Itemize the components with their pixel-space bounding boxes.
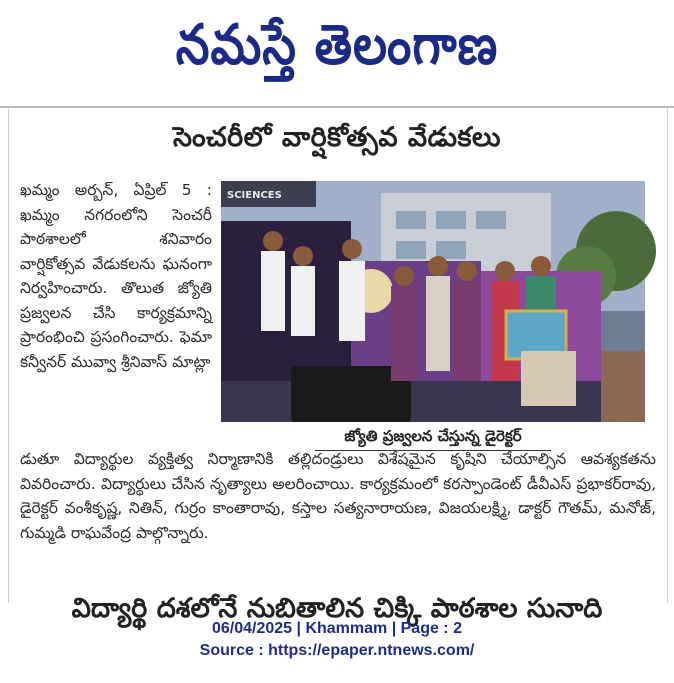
- article-paragraph-full: డుతూ విద్యార్థుల వ్యక్తిత్వ నిర్మాణానికి తల్లిదండ్రులు విశేషమైన కృషిని చేయాల్సిన ఆవశ్యకతను వివరించారు. విద్యార్థులు చేసిన నృత్యాలు అలరించాయి. కార్యక్రమంలో కరస్పాండెంట్ డీవీఎస్ ప్రభాకర్‌రావు, డైరెక్టర్ వంశీకృష్ణ, నితిన్, గుర్రం కాంతారావు, కస్తాల సత్యనారాయణ, విజయలక్ష్మి, డాక్టర్ గౌతమ్, మనోజ్, గుమ్మడి రాఘవేంద్ర పాల్గొన్నారు.: [20, 450, 656, 542]
- next-article-headline: విద్యార్థి దశలోనే నుబితాలిన చిక్కి పాఠశాల సునాది: [71, 593, 603, 624]
- source-footer: [0, 618, 674, 662]
- photo-banner-text: SCIENCES: [227, 190, 282, 201]
- article-body-column: [20, 178, 212, 374]
- article-headline: సెంచరీలో వార్షికోత్సవ వేడుకలు: [172, 122, 502, 153]
- masthead: [0, 0, 674, 104]
- article-photo: [221, 181, 645, 422]
- article-paragraph-column: ఖమ్మం అర్బన్, ఏప్రిల్ 5 : ఖమ్మం నగరంలోని సెంచరీ పాఠశాలలో శనివారం వార్షికోత్సవ వేడుకలను ఘనంగా నిర్వహించారు. తొలుత జ్యోతి ప్రజ్వలన చేసి కార్యక్రమాన్ని ప్రారంభించి ప్రసంగించారు. ఫెమా కన్వీనర్ మువ్వా శ్రీనివాస్ మాట్లా: [20, 181, 212, 371]
- newspaper-logo: నమస్తే తెలంగాణ: [175, 12, 499, 78]
- footer-source-link[interactable]: Source : https://epaper.ntnews.com/: [199, 642, 475, 659]
- photo-caption: జ్యోతి ప్రజ్వలన చేస్తున్న డైరెక్టర్: [315, 424, 551, 451]
- footer-date-edition: 06/04/2025 | Khammam | Page : 2: [212, 620, 462, 637]
- article-body-full: [20, 447, 656, 545]
